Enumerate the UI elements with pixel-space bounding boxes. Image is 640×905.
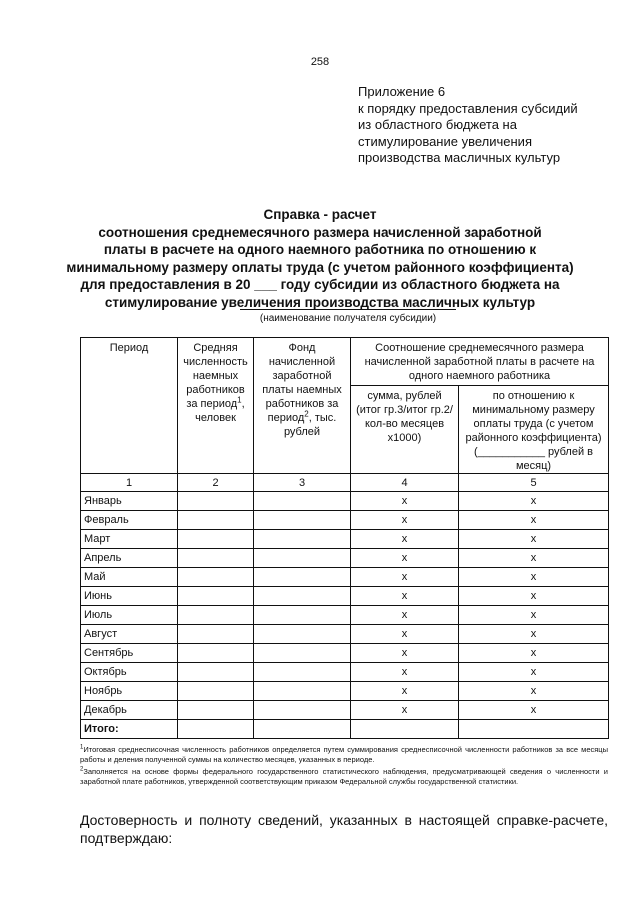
title-line: соотношения среднемесячного размера начисленной заработной [98,224,542,240]
avg-count-cell [178,511,254,530]
month-label: Сентябрь [81,644,178,663]
wage-fund-cell [254,663,351,682]
wage-fund-cell [254,644,351,663]
total-row [81,720,609,739]
column-number: 5 [459,474,609,492]
header-avg-count: Средняя численность наемных работников за период$^1$, человек [178,338,254,474]
ratio-cell: x [459,568,609,587]
wage-fund-cell [254,568,351,587]
sum-cell: x [351,492,459,511]
table-row [81,606,609,625]
confirmation-text: Достоверность и полноту сведений, указанных в настоящей справке-расчете, подтверждаю: [80,812,608,846]
sum-cell: x [351,644,459,663]
avg-count-cell [178,625,254,644]
column-number: 4 [351,474,459,492]
avg-count-cell [178,568,254,587]
table-row [81,530,609,549]
title-line: стимулирование увеличения производства масличных культур [104,294,536,310]
footnote-2: $^2$Заполняется на основе формы федерального государственного статистического наблюдения, предусматривающей сведения о численности и заработной плате работников, утвержденной соответствующим приказом Федеральной службы государственной статистики. [80,766,608,786]
ratio-cell: x [459,587,609,606]
table-row [81,492,609,511]
avg-count-cell [178,587,254,606]
avg-count-cell [178,682,254,701]
month-label: Январь [81,492,178,511]
ratio-cell: x [459,606,609,625]
avg-count-cell [178,606,254,625]
title-line: для предоставления в 20 ___ году субсидии из областного бюджета на [80,277,560,292]
header-period: Период [81,338,178,474]
month-label: Декабрь [81,701,178,720]
sum-cell: x [351,682,459,701]
table-row [81,587,609,606]
appendix-line: из областного бюджета на [358,117,517,132]
table-row [81,682,609,701]
appendix-note [358,84,578,167]
ratio-cell: x [459,530,609,549]
month-label: Июль [81,606,178,625]
wage-fund-cell [254,492,351,511]
appendix-line: Приложение 6 [358,84,446,99]
title-line: Справка - расчет [263,207,377,222]
column-number: 2 [178,474,254,492]
sum-cell: x [351,625,459,644]
title-line: платы в расчете на одного наемного работника по отношению к [103,242,537,257]
avg-count-cell [178,663,254,682]
avg-count-cell [178,701,254,720]
sum-cell: x [351,587,459,606]
ratio-cell: x [459,663,609,682]
table-row [81,701,609,720]
wage-fund-cell [254,511,351,530]
table-row [81,511,609,530]
appendix-line: стимулирование увеличения [358,133,532,149]
ratio-cell: x [459,549,609,568]
table-row [81,568,609,587]
sum-cell: x [351,549,459,568]
month-label: Октябрь [81,663,178,682]
title-line: минимальному размеру оплаты труда (с учетом районного коэффициента) [66,259,574,275]
sum-cell: x [351,663,459,682]
sum-cell: x [351,568,459,587]
wage-fund-cell [254,549,351,568]
appendix-line: производства масличных культур [358,150,561,165]
column-number-row [81,474,609,492]
month-label: Июнь [81,587,178,606]
total-cell [254,720,351,739]
month-label: Апрель [81,549,178,568]
avg-count-cell [178,549,254,568]
header-ratio-mrot: по отношению к минимальному размеру оплаты труда (с учетом районного коэффициента) (___________ рублей в месяц) [459,386,609,474]
total-label: Итого: [81,720,178,739]
total-cell [459,720,609,739]
month-label: Май [81,568,178,587]
footnote-1: $^1$Итоговая среднесписочная численность работников определяется путем суммирования среднесписочной численности работников за все месяцы работы и деления полученной суммы на количество месяцев, указанных в периоде. [80,744,608,764]
ratio-cell: x [459,625,609,644]
appendix-line: к порядку предоставления субсидий [358,100,578,116]
column-number: 3 [254,474,351,492]
table-row [81,549,609,568]
total-cell [178,720,254,739]
calculation-table [80,337,609,739]
header-wage-fund: Фонд начисленной заработной платы наемных работников за период$^2$, тыс. рублей [254,338,351,474]
sum-cell: x [351,511,459,530]
avg-count-cell [178,492,254,511]
month-label: Март [81,530,178,549]
wage-fund-cell [254,606,351,625]
header-ratio-group: Соотношение среднемесячного размера начисленной заработной платы в расчете на одного наемного работника [351,338,609,386]
ratio-cell: x [459,644,609,663]
column-number: 1 [81,474,178,492]
month-label: Ноябрь [81,682,178,701]
recipient-caption: (наименование получателя субсидии) [240,309,456,324]
wage-fund-cell [254,530,351,549]
avg-count-cell [178,530,254,549]
ratio-cell: x [459,701,609,720]
wage-fund-cell [254,587,351,606]
ratio-cell: x [459,492,609,511]
ratio-cell: x [459,511,609,530]
sum-cell: x [351,530,459,549]
ratio-cell: x [459,682,609,701]
footnotes [80,745,608,789]
month-label: Февраль [81,511,178,530]
wage-fund-cell [254,701,351,720]
total-cell [351,720,459,739]
header-sum: сумма, рублей (итог гр.3/итог гр.2/кол-во месяцев х1000) [351,386,459,474]
avg-count-cell [178,644,254,663]
wage-fund-cell [254,625,351,644]
page-number: 258 [310,56,330,68]
table-row [81,625,609,644]
document-title [60,206,580,311]
sum-cell: x [351,606,459,625]
table-row [81,644,609,663]
table-row [81,663,609,682]
wage-fund-cell [254,682,351,701]
sum-cell: x [351,701,459,720]
month-label: Август [81,625,178,644]
